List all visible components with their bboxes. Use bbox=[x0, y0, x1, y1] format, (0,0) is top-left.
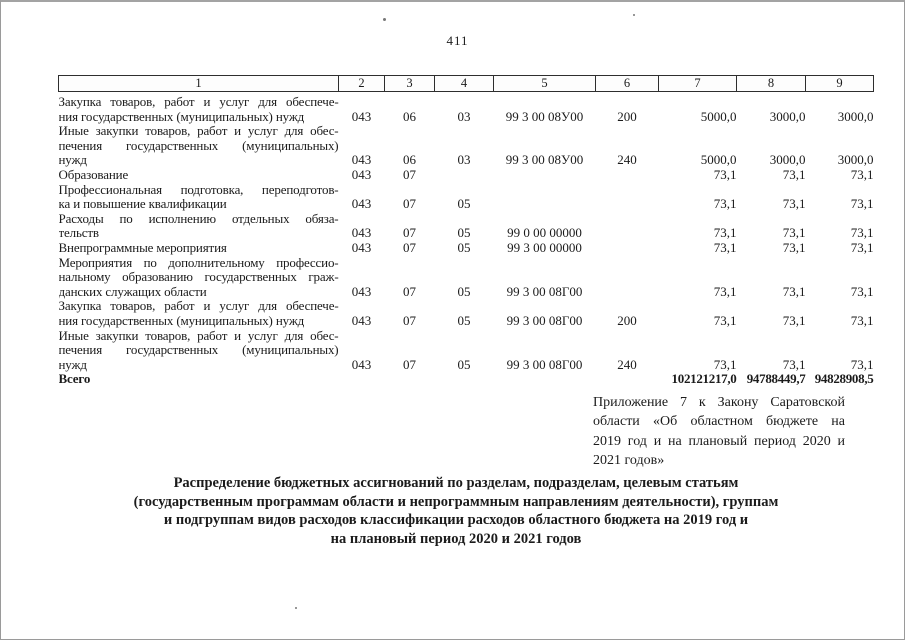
row-name-cell bbox=[59, 92, 339, 125]
cell-col5: 99 3 00 08Г00 bbox=[506, 356, 583, 372]
row-name-line: Профессиональная подготовка, переподготов- bbox=[58, 182, 339, 197]
row-name-cell bbox=[59, 241, 339, 256]
table-header-row bbox=[59, 76, 874, 92]
column-header: 8 bbox=[737, 76, 806, 92]
cell-col2 bbox=[339, 372, 385, 387]
row-name-line: Иные закупки товаров, работ и услуг для обес- bbox=[58, 124, 339, 139]
cell-col8: 73,1 bbox=[782, 283, 806, 299]
column-header: 6 bbox=[596, 76, 659, 92]
scan-speck bbox=[633, 14, 635, 16]
row-name-cell bbox=[59, 124, 339, 168]
cell-col4: 05 bbox=[457, 240, 471, 255]
cell-col6 bbox=[596, 372, 659, 387]
row-name-line: ния государственных (муниципальных) нужд bbox=[58, 312, 305, 328]
cell-col8: 73,1 bbox=[782, 356, 806, 372]
page-number: 411 bbox=[446, 33, 469, 48]
total-2021-value: 94828908,5 bbox=[814, 372, 874, 387]
column-header: 3 bbox=[385, 76, 435, 92]
cell-col5: 99 3 00 08Г00 bbox=[506, 283, 583, 299]
cell-col3: 06 bbox=[403, 108, 416, 124]
cell-col8: 3000,0 bbox=[769, 108, 806, 124]
cell-col8: 73,1 bbox=[782, 240, 806, 255]
table-row bbox=[59, 212, 874, 241]
cell-col4: 03 bbox=[457, 152, 471, 168]
total-label: Всего bbox=[58, 372, 91, 387]
column-header: 4 bbox=[435, 76, 494, 92]
table-row bbox=[59, 124, 874, 168]
cell-col6 bbox=[596, 241, 659, 256]
total-2020-value: 94788449,7 bbox=[746, 372, 806, 387]
row-name-line: Внепрограммные мероприятия bbox=[58, 240, 227, 255]
cell-col4: 05 bbox=[457, 312, 471, 328]
cell-col3: 06 bbox=[403, 152, 416, 168]
cell-col6 bbox=[596, 256, 659, 300]
row-name-cell bbox=[59, 168, 339, 183]
row-name-line: Закупка товаров, работ и услуг для обеспече- bbox=[58, 94, 339, 109]
row-name-cell bbox=[59, 212, 339, 241]
cell-col3: 07 bbox=[403, 356, 416, 372]
row-name-line: нужд bbox=[58, 152, 87, 168]
row-name-line: печения государственных (муниципальных) bbox=[58, 342, 339, 358]
cell-col3: 07 bbox=[403, 196, 416, 212]
cell-col3: 07 bbox=[403, 283, 416, 299]
cell-col5: 99 3 00 08У00 bbox=[505, 152, 584, 168]
total-2019-value: 102121217,0 bbox=[671, 372, 737, 387]
row-name-cell bbox=[59, 299, 339, 328]
cell-col7: 5000,0 bbox=[700, 108, 737, 124]
cell-col6: 200 bbox=[617, 312, 637, 328]
cell-col2: 043 bbox=[351, 240, 372, 255]
column-header: 1 bbox=[59, 76, 339, 92]
cell-col3 bbox=[385, 372, 435, 387]
cell-col4 bbox=[435, 372, 494, 387]
appendix-line: Приложение 7 к Закону Саратовской bbox=[593, 395, 845, 410]
column-header: 2 bbox=[339, 76, 385, 92]
cell-col9: 73,1 bbox=[850, 196, 874, 212]
column-header: 7 bbox=[659, 76, 737, 92]
table-total-row bbox=[59, 372, 874, 387]
cell-col6: 240 bbox=[617, 356, 637, 372]
cell-col3: 07 bbox=[403, 240, 416, 255]
cell-col7: 73,1 bbox=[713, 283, 737, 299]
row-name-line: данских служащих области bbox=[58, 283, 207, 299]
table-row bbox=[59, 183, 874, 212]
cell-col9: 3000,0 bbox=[837, 152, 874, 168]
cell-col3: 07 bbox=[403, 167, 416, 182]
row-name-line: печения государственных (муниципальных) bbox=[58, 137, 339, 153]
total-label-cell bbox=[59, 372, 339, 387]
scan-speck bbox=[295, 607, 297, 609]
cell-col2: 043 bbox=[351, 108, 372, 124]
row-name-line: тельств bbox=[58, 225, 99, 241]
cell-col4: 05 bbox=[457, 283, 471, 299]
table-row bbox=[59, 329, 874, 373]
cell-col7: 73,1 bbox=[713, 167, 737, 182]
row-name-line: ка и повышение квалификации bbox=[58, 196, 227, 212]
cell-col5: 99 0 00 00000 bbox=[507, 225, 582, 241]
cell-col2: 043 bbox=[351, 152, 372, 168]
table-body bbox=[59, 92, 874, 387]
cell-col7: 73,1 bbox=[713, 225, 737, 241]
cell-col6 bbox=[596, 168, 659, 183]
cell-col7: 5000,0 bbox=[700, 152, 737, 168]
title-line: (государственным программам области и непрограммным направлениям деятельности), группам bbox=[133, 493, 779, 510]
title-line: Распределение бюджетных ассигнований по разделам, подразделам, целевым статьям bbox=[173, 475, 739, 491]
appendix-line: области «Об областном бюджете на bbox=[593, 414, 845, 430]
cell-col9: 73,1 bbox=[850, 240, 874, 255]
row-name-line: Закупка товаров, работ и услуг для обеспече- bbox=[58, 299, 339, 314]
cell-col5 bbox=[494, 372, 596, 387]
table-row bbox=[59, 241, 874, 256]
cell-col7: 73,1 bbox=[713, 312, 737, 328]
cell-col6: 240 bbox=[617, 152, 637, 168]
cell-col3: 07 bbox=[403, 225, 416, 241]
cell-col5 bbox=[494, 168, 596, 183]
cell-col9: 3000,0 bbox=[837, 108, 874, 124]
appendix-note bbox=[593, 393, 845, 471]
row-name-cell bbox=[59, 256, 339, 300]
cell-col8: 73,1 bbox=[782, 167, 806, 182]
column-header: 9 bbox=[806, 76, 874, 92]
cell-col7: 73,1 bbox=[713, 356, 737, 372]
appendix-line: 2019 год и на плановый период 2020 и bbox=[593, 433, 845, 449]
row-name-line: Расходы по исполнению отдельных обяза- bbox=[58, 211, 339, 226]
scan-speck bbox=[383, 18, 386, 21]
cell-col9: 73,1 bbox=[850, 225, 874, 241]
row-name-line: нальному образованию государственных граж- bbox=[58, 269, 339, 285]
cell-col2: 043 bbox=[351, 312, 372, 328]
cell-col4 bbox=[435, 168, 494, 183]
cell-col4: 05 bbox=[457, 356, 471, 372]
cell-col3: 07 bbox=[403, 312, 416, 328]
cell-col5: 99 3 00 00000 bbox=[507, 240, 582, 255]
cell-col6 bbox=[596, 212, 659, 241]
row-name-cell bbox=[59, 329, 339, 373]
table-row bbox=[59, 92, 874, 125]
cell-col9: 73,1 bbox=[850, 356, 874, 372]
cell-col5: 99 3 00 08Г00 bbox=[506, 312, 583, 328]
cell-col4: 05 bbox=[457, 225, 471, 241]
cell-col7: 73,1 bbox=[713, 196, 737, 212]
appendix-line: 2021 годов» bbox=[593, 453, 665, 469]
cell-col9: 73,1 bbox=[850, 312, 874, 328]
row-name-cell bbox=[59, 183, 339, 212]
cell-col8: 3000,0 bbox=[769, 152, 806, 168]
cell-col8: 73,1 bbox=[782, 312, 806, 328]
cell-col6 bbox=[596, 183, 659, 212]
cell-col2: 043 bbox=[351, 283, 372, 299]
cell-col5 bbox=[494, 183, 596, 212]
cell-col8: 73,1 bbox=[782, 196, 806, 212]
cell-col2: 043 bbox=[351, 225, 372, 241]
row-name-line: Образование bbox=[58, 167, 129, 182]
cell-col6: 200 bbox=[617, 108, 637, 124]
table-header bbox=[59, 76, 874, 92]
cell-col5: 99 3 00 08У00 bbox=[505, 108, 584, 124]
document-title bbox=[76, 474, 836, 549]
cell-col2: 043 bbox=[351, 167, 372, 182]
column-header: 5 bbox=[494, 76, 596, 92]
cell-col2: 043 bbox=[351, 356, 372, 372]
row-name-line: ния государственных (муниципальных) нужд bbox=[58, 108, 305, 124]
cell-col9: 73,1 bbox=[850, 167, 874, 182]
row-name-line: Иные закупки товаров, работ и услуг для обес- bbox=[58, 328, 339, 343]
cell-col8: 73,1 bbox=[782, 225, 806, 241]
row-name-line: нужд bbox=[58, 356, 87, 372]
row-name-line: Мероприятия по дополнительному профессио- bbox=[58, 255, 339, 270]
title-line: на плановый период 2020 и 2021 годов bbox=[330, 531, 582, 548]
table-row bbox=[59, 299, 874, 328]
budget-allocations-table bbox=[58, 75, 874, 387]
cell-col9: 73,1 bbox=[850, 283, 874, 299]
cell-col4: 05 bbox=[457, 196, 471, 212]
title-line: и подгруппам видов расходов классификации расходов областного бюджета на 2019 год и bbox=[163, 512, 749, 529]
cell-col4: 03 bbox=[457, 108, 471, 124]
table-row bbox=[59, 168, 874, 183]
cell-col2: 043 bbox=[351, 196, 372, 212]
cell-col7: 73,1 bbox=[713, 240, 737, 255]
table-row bbox=[59, 256, 874, 300]
